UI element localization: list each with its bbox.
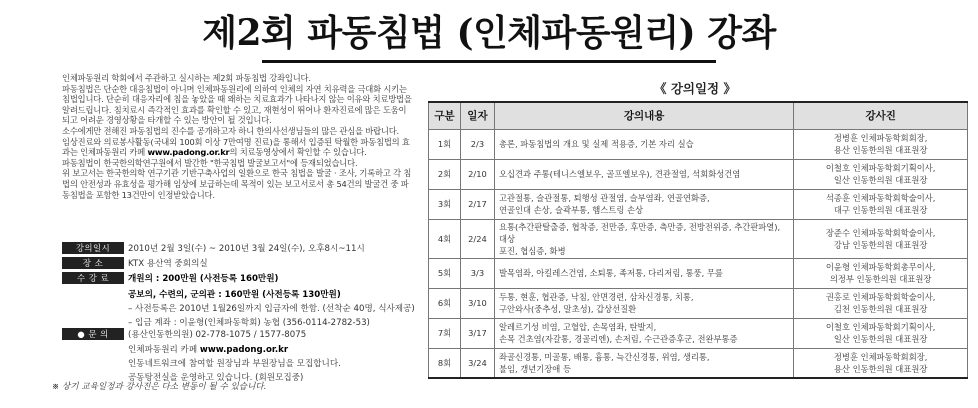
table-row	[429, 318, 968, 348]
contact-line-2	[128, 343, 288, 355]
contact-label: ● 문 의	[62, 328, 124, 340]
session-lecturer: 이윤형 인체파동학회총무이사, 의정부 인동한의원 대표원장	[794, 258, 968, 288]
intro-paragraph-3: 소수에게만 전해진 파동침법의 진수를 공개하고자 하니 한의사선생님들의 많은 관심을 바랍니다.	[62, 125, 399, 136]
header-date: 일자	[460, 102, 494, 129]
fee-label: 수 강 료	[62, 272, 124, 284]
session-number: 7회	[429, 318, 461, 348]
session-lecturer: 이철호 인체파동학회기획이사, 일산 인동한의원 대표원장	[794, 318, 968, 348]
session-number: 8회	[429, 348, 461, 378]
session-lecturer: 장준수 인체파동학회학술이사, 강남 인동한의원 대표원장	[794, 219, 968, 258]
place-value: KTX 용산역 중회의실	[128, 259, 208, 269]
schedule-table	[428, 101, 968, 379]
date-label: 강의일시	[62, 242, 124, 254]
table-row	[429, 189, 968, 219]
session-date: 3/24	[460, 348, 494, 378]
header-content: 강의내용	[494, 102, 793, 129]
table-row	[429, 219, 968, 258]
intro-paragraph-5: 파동침법이 한국한의학연구원에서 발간한 "한국침법 발굴보고서"에 등재되었습니다.	[62, 157, 358, 168]
session-content: 발목염좌, 아킬레스건염, 소퇴통, 족저통, 다리저림, 통풍, 무릎	[494, 258, 793, 288]
session-number: 4회	[429, 219, 461, 258]
schedule-note: ※ 상기 교육일정과 강사진은 다소 변동이 될 수 있습니다.	[52, 382, 267, 392]
table-row	[429, 258, 968, 288]
contact-line-2-text: 인체파동원리 카페	[128, 345, 200, 355]
session-lecturer: 정병훈 인체파동학회회장, 용산 인동한의원 대표원장	[794, 348, 968, 378]
date-row	[62, 242, 365, 254]
intro-paragraph-4	[62, 137, 412, 158]
place-row	[62, 257, 208, 269]
session-content: 총론, 파동침법의 개요 및 실제 적용증, 기본 자리 실습	[494, 129, 793, 159]
table-row	[429, 159, 968, 189]
fee-row	[62, 272, 278, 284]
intro-p4-b: 의 치료동영상에서 확인할 수 있습니다.	[229, 147, 367, 158]
session-lecturer: 정병훈 인체파동학회회장, 용산 인동한의원 대표원장	[794, 129, 968, 159]
session-number: 3회	[429, 189, 461, 219]
session-date: 2/17	[460, 189, 494, 219]
session-content: 오십견과 주통(테니스엘보우, 골프엘보우), 견관절염, 석회화성건염	[494, 159, 793, 189]
session-lecturer: 권홍로 인체파동학회학술이사, 김천 인동한의원 대표원장	[794, 288, 968, 318]
session-date: 2/3	[460, 129, 494, 159]
fee-line-2: 공보의, 수련의, 군의관 : 160만원 (사전등록 130만원)	[128, 290, 341, 300]
contact-line-4: 공동탕전실을 운영하고 있습니다. (회원모집중)	[128, 373, 304, 383]
title-underline	[262, 60, 716, 63]
date-value: 2010년 2월 3일(수) ~ 2010년 3월 24일(수), 오후8시~11시	[128, 244, 365, 254]
intro-paragraph-1: 인체파동원리 학회에서 주관하고 실시하는 제2회 파동침법 강좌입니다.	[62, 73, 311, 83]
session-content: 알레르기성 비염, 고혈압, 손목염좌, 탄발지, 손목 건초염(자갈통, 경골리엔), 손저림, 수근관증후군, 전완부통증	[494, 318, 793, 348]
intro-paragraph-2: 파동침법은 단순한 대응침법이 아니며 인체파동원리에 의하여 인체의 자연 치유력을 극대화 시키는 침법입니다. 단순히 대응자리에 침을 놓았을 때 왜하는 치료효과가 나타나지 않는 이유와 치료방법을 알려드립니다. 침치료시 즉각적인 효과를 확인할 수 있고, 재현성이 뛰어나 환자진료에 많은 도움이 되고 어려운 경영상황을 타개할 수 있는 방안이 될 것입니다.	[62, 83, 412, 126]
session-number: 5회	[429, 258, 461, 288]
session-number: 2회	[429, 159, 461, 189]
contact-cafe-link[interactable]: www.padong.or.kr	[199, 345, 289, 355]
place-label: 장 소	[62, 257, 124, 269]
session-content: 두통, 현훈, 협관증, 낙침, 안면경련, 삼차신경통, 치통, 구안와사(중추성, 말초성), 갑상선질환	[494, 288, 793, 318]
session-date: 3/10	[460, 288, 494, 318]
session-date: 2/10	[460, 159, 494, 189]
session-number: 6회	[429, 288, 461, 318]
contact-line-3: 인동네트워크에 참여할 원장님과 부원장님을 모집합니다.	[128, 359, 341, 369]
session-number: 1회	[429, 129, 461, 159]
page-title: 제2회 파동침법 (인체파동원리) 강좌	[202, 12, 776, 54]
fee-line-4: – 입금 계좌 : 이윤형(인체파동학회) 농협 (356-0114-2782-53)	[128, 318, 370, 328]
session-date: 2/24	[460, 219, 494, 258]
header-lecturer: 강사진	[794, 102, 968, 129]
contact-line-1: (용산인동한의원) 02-778-1075 / 1577-8075	[128, 330, 307, 340]
schedule-header-row	[429, 102, 968, 129]
contact-row	[62, 328, 306, 340]
contact-label-text: 문 의	[88, 329, 109, 339]
session-date: 3/17	[460, 318, 494, 348]
session-date: 3/3	[460, 258, 494, 288]
session-lecturer: 이철호 인체파동학회기획이사, 일산 인동한의원 대표원장	[794, 159, 968, 189]
cafe-link[interactable]: www.padong.or.kr	[147, 147, 230, 158]
table-row	[429, 129, 968, 159]
fee-line-3: – 사전등록은 2010년 1월26일까지 입금자에 한함. (선착순 40명, 식사제공)	[128, 304, 415, 314]
session-lecturer: 석종훈 인체파동학회학술이사, 대구 인동한의원 대표원장	[794, 189, 968, 219]
intro-p4-a: 임상진료와 의료봉사활동(국내외 100회 이상 7만여명 진료)을 통해서 입증된 탁월한 파동침법의 효과는 인체파동원리 카페	[62, 136, 410, 158]
session-content: 좌골신경통, 미골통, 배통, 흉통, 늑간신경통, 위염, 생리통, 불임, 갱년기장애 등	[494, 348, 793, 378]
header-no: 구분	[429, 102, 461, 129]
intro-text	[62, 73, 412, 200]
table-row	[429, 288, 968, 318]
session-content: 고관절통, 슬관절통, 퇴행성 관절염, 슬부염좌, 연골연화증, 연골인대 손상, 슬곽부통, 햄스트링 손상	[494, 189, 793, 219]
table-row	[429, 348, 968, 378]
intro-paragraph-6: 위 보고서는 한국한의학 연구기관 기반구축사업의 일환으로 한국 침법을 발굴 · 조사, 기록하고 각 침법의 안전성과 유효성을 평가해 임상에 보급하는데 목적이 있는 보고서로서 총 54건의 발굴건 중 파동침법을 포함한 13건만이 인정받았습니다.	[62, 168, 412, 200]
schedule-title: 《 강의일정 》	[653, 81, 736, 96]
session-content: 요통(추간판탈출증, 협착증, 전만증, 후만증, 측만증, 전방전위증, 추간판파열), 대상 포진, 협심증, 화병	[494, 219, 793, 258]
fee-line-1: 개원의 : 200만원 (사전등록 160만원)	[128, 274, 279, 284]
